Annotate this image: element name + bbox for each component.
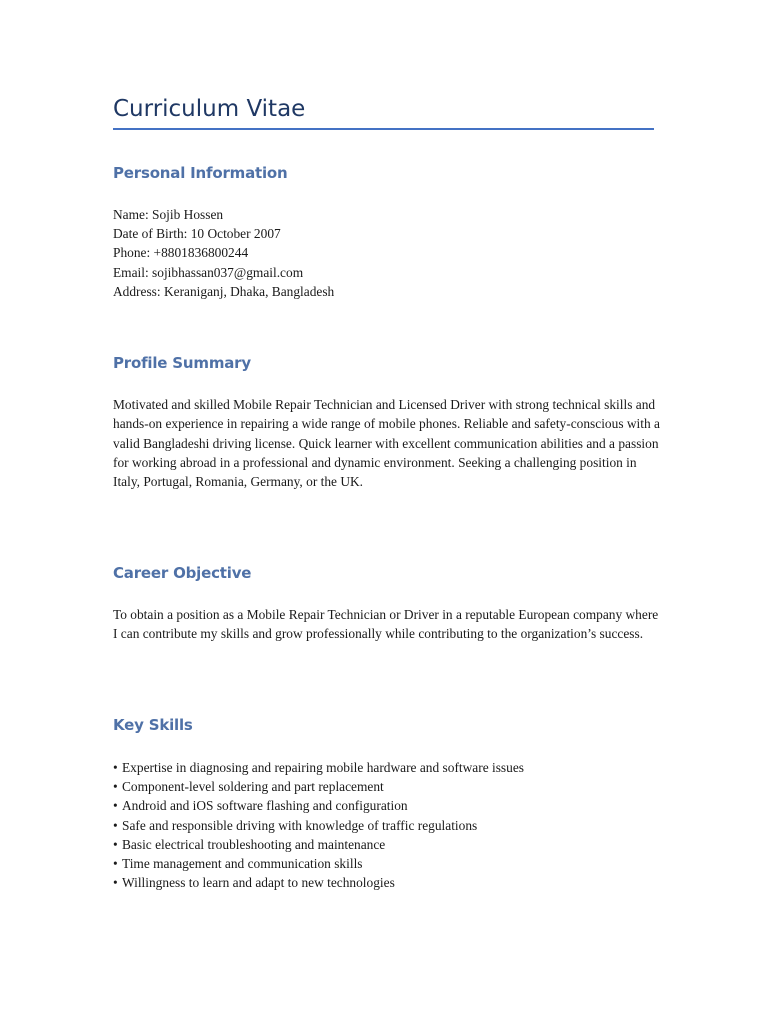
- skill-item: [113, 835, 524, 854]
- skill-text: Willingness to learn and adapt to new technologies: [122, 875, 395, 891]
- profile-summary-text: Motivated and skilled Mobile Repair Technician and Licensed Driver with strong technical skills and hands-on experience in repairing a wide range of mobile phones. Reliable and safety-conscious with a valid Bangladeshi driving license. Quick learner with excellent communication abilities and a passion for working abroad in a professional and dynamic environment. Seeking a challenging position in Italy, Portugal, Romania, Germany, or the UK.: [113, 397, 660, 490]
- bullet-icon: •: [113, 817, 118, 833]
- skill-text: Component-level soldering and part replacement: [122, 779, 384, 795]
- phone-line: Phone: +8801836800244: [113, 245, 249, 261]
- skill-text: Expertise in diagnosing and repairing mobile hardware and software issues: [122, 760, 524, 775]
- document-title: Curriculum Vitae: [113, 96, 306, 122]
- email-line: Email: sojibhassan037@gmail.com: [113, 264, 304, 280]
- title-underline: [113, 128, 654, 130]
- skill-text: Android and iOS software flashing and configuration: [122, 798, 408, 814]
- skill-text: Safe and responsible driving with knowledge of traffic regulations: [122, 817, 478, 833]
- bullet-icon: •: [113, 779, 118, 795]
- address-line: Address: Keraniganj, Dhaka, Bangladesh: [113, 283, 335, 299]
- name-line: Name: Sojib Hossen: [113, 207, 224, 222]
- skill-item: [113, 758, 524, 777]
- skill-item: [113, 777, 524, 796]
- skill-text: Time management and communication skills: [122, 856, 363, 872]
- skill-item: [113, 854, 524, 873]
- career-objective-text: To obtain a position as a Mobile Repair Technician or Driver in a reputable European company where I can contribute my skills and grow professionally while contributing to the organization’s success.: [113, 607, 659, 642]
- skill-item: [113, 796, 524, 815]
- key-skills-list: [113, 758, 524, 892]
- key-skills-heading: Key Skills: [113, 716, 193, 734]
- skill-text: Basic electrical troubleshooting and maintenance: [122, 836, 386, 852]
- career-objective-heading: Career Objective: [113, 564, 252, 582]
- date-of-birth-line: Date of Birth: 10 October 2007: [113, 226, 281, 242]
- bullet-icon: •: [113, 836, 118, 852]
- profile-summary-heading: Profile Summary: [113, 354, 251, 372]
- bullet-icon: •: [113, 798, 118, 814]
- skill-item: [113, 816, 524, 835]
- personal-information-list: [113, 205, 334, 301]
- bullet-icon: •: [113, 760, 118, 775]
- skill-item: [113, 873, 524, 892]
- personal-information-heading: Personal Information: [113, 164, 288, 182]
- bullet-icon: •: [113, 875, 118, 891]
- bullet-icon: •: [113, 856, 118, 872]
